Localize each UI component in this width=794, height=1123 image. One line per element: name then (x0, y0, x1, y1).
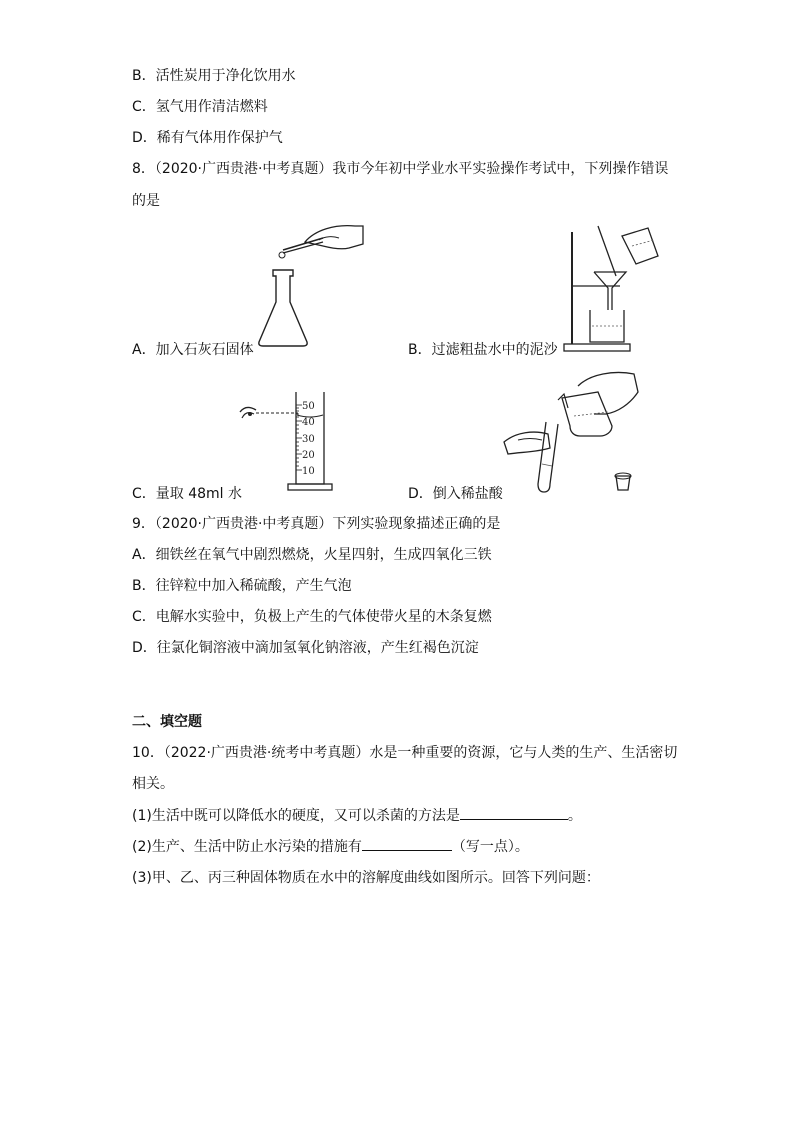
q10-stem-line-2: 相关。 (132, 776, 174, 792)
q7-option-d: D．稀有气体用作保护气 (132, 130, 283, 146)
q8-option-c: C．量取 48ml 水 (132, 486, 243, 502)
q8-stem-line-1: 8．（2020·广西贵港·中考真题）我市今年初中学业水平实验操作考试中，下列操作错误 (132, 161, 669, 177)
figure-pouring-acid (498, 368, 648, 498)
figure-flask-adding-solid (245, 222, 365, 352)
cylinder-scale-10: 10 (302, 466, 315, 477)
q7-option-b: B．活性炭用于净化饮用水 (132, 68, 296, 84)
q10-part-2-end: （写一点）。 (451, 839, 529, 855)
q8-option-b: B．过滤粗盐水中的泥沙 (408, 342, 558, 358)
figure-graduated-cylinder (236, 388, 336, 494)
section-heading-fill-in: 二、填空题 (132, 714, 202, 730)
answer-blank-1[interactable] (460, 805, 568, 820)
cylinder-scale-40: 40 (302, 417, 315, 428)
q10-part-2-text: (2)生产、生活中防止水污染的措施有 (132, 839, 362, 855)
q10-part-3: (3)甲、乙、丙三种固体物质在水中的溶解度曲线如图所示。回答下列问题： (132, 870, 600, 886)
q10-part-1 (132, 805, 582, 826)
q8-option-a: A．加入石灰石固体 (132, 342, 254, 358)
q10-part-1-end: 。 (567, 808, 582, 824)
cylinder-scale-30: 30 (302, 434, 315, 445)
q10-part-1-text: (1)生活中既可以降低水的硬度，又可以杀菌的方法是 (132, 808, 460, 824)
q10-stem-line-1: 10．（2022·广西贵港·统考中考真题）水是一种重要的资源，它与人类的生产、生活密切 (132, 745, 678, 761)
q9-option-a: A．细铁丝在氧气中剧烈燃烧，火星四射，生成四氧化三铁 (132, 547, 492, 563)
q9-option-c: C．电解水实验中，负极上产生的气体使带火星的木条复燃 (132, 609, 492, 625)
q9-stem: 9．（2020·广西贵港·中考真题）下列实验现象描述正确的是 (132, 516, 501, 532)
cylinder-scale-50: 50 (302, 401, 315, 412)
q8-stem-line-2: 的是 (132, 193, 160, 209)
figure-filtration-setup (560, 222, 670, 354)
cylinder-scale-20: 20 (302, 450, 315, 461)
answer-blank-2[interactable] (362, 836, 452, 851)
q8-option-d: D．倒入稀盐酸 (408, 486, 503, 502)
q10-part-2 (132, 836, 529, 857)
q9-option-d: D．往氯化铜溶液中滴加氢氧化钠溶液，产生红褐色沉淀 (132, 640, 479, 656)
q9-option-b: B．往锌粒中加入稀硫酸，产生气泡 (132, 578, 352, 594)
q7-option-c: C．氢气用作清洁燃料 (132, 99, 268, 115)
